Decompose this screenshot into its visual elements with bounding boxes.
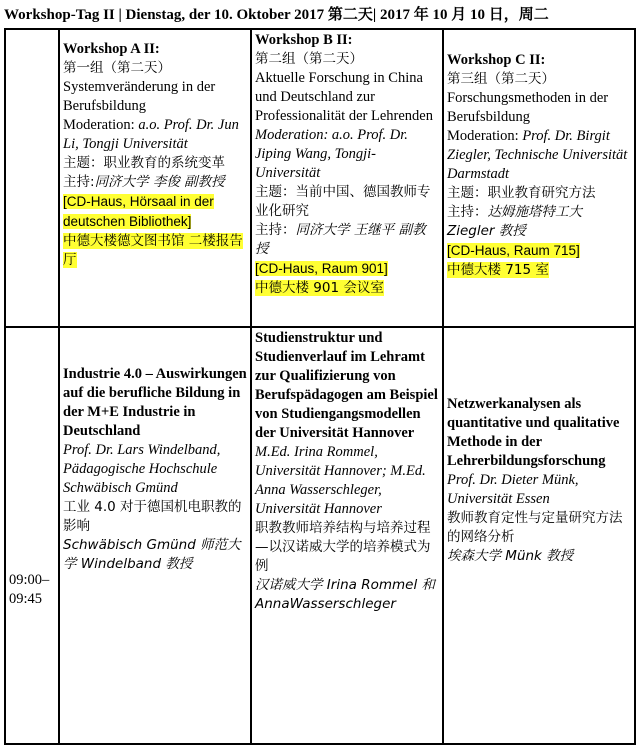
theme-text: 职业教育的系统变革 xyxy=(103,155,225,171)
workshop-title-cn: 第一组（第二天） xyxy=(63,60,171,76)
theme-text: 当前中国、德国教师专业化研究 xyxy=(255,184,431,219)
workshop-topic: Forschungsmethoden in der Berufsbildung xyxy=(447,90,609,125)
moderation-name: Moderation: a.o. Prof. Dr. Jiping Wang, Tongji-Universität xyxy=(255,127,408,181)
time-cell xyxy=(5,29,59,327)
workshop-title-cn: 第三组（第二天） xyxy=(447,71,555,87)
talk-title: Studienstruktur und Studienverlauf im Lehramt zur Qualifizierung von Berufspädagogen am Beispiel von Studiengangsmodellen der Universität Hannover xyxy=(255,330,438,441)
talk-b-cell xyxy=(251,327,443,744)
moderation-name: Prof. Dr. Birgit Ziegler, Technische Universität Darmstadt xyxy=(447,128,628,182)
talk-speaker: M.Ed. Irina Rommel, Universität Hannover; M.Ed. Anna Wasserschleger, Universität Hannover xyxy=(255,444,426,517)
workshop-b-cell xyxy=(251,29,443,327)
workshop-topic: Systemveränderung in der Berufsbildung xyxy=(63,79,216,114)
moderation-label: Moderation: xyxy=(63,117,139,133)
workshop-title: Workshop C II: xyxy=(447,52,546,68)
talk-title: Industrie 4.0 – Auswirkungen auf die berufliche Bildung in der M+E Industrie in Deutschland xyxy=(63,366,247,439)
talk-title: Netzwerkanalysen als quantitative und qualitative Methode in der Lehrerbildungsforschung xyxy=(447,396,620,469)
workshop-title-cn: 第二组（第二天） xyxy=(255,51,363,67)
workshop-a-cell xyxy=(59,29,251,327)
host-label: 主持： xyxy=(447,204,488,220)
location-label: [CD-Haus, Raum 901] xyxy=(255,261,388,276)
theme-label: 主题： xyxy=(255,184,296,200)
talk-speaker: Prof. Dr. Lars Windelband, Pädagogische Hochschule Schwäbisch Gmünd xyxy=(63,442,221,496)
talk-speaker-cn: 埃森大学 Münk 教授 xyxy=(447,548,574,564)
table-row xyxy=(5,29,635,327)
talk-speaker: Prof. Dr. Dieter Münk, Universität Essen xyxy=(447,472,579,507)
workshop-title: Workshop A II: xyxy=(63,41,160,57)
workshop-c-cell xyxy=(443,29,635,327)
schedule-table xyxy=(4,28,636,745)
talk-a-cell xyxy=(59,327,251,744)
location-cn: 中德大楼德文图书馆 二楼报告厅 xyxy=(63,233,243,268)
location-cn: 中德大楼 901 会议室 xyxy=(255,280,384,296)
location-cn: 中德大楼 715 室 xyxy=(447,262,549,278)
theme-label: 主题： xyxy=(447,185,488,201)
time-cell: 09:00–09:45 xyxy=(5,327,59,744)
talk-speaker-cn: 汉诺威大学 Irina Rommel 和 AnnaWasserschleger xyxy=(255,577,435,612)
moderation-name: a.o. Prof. Dr. Jun Li, Tongji Universität xyxy=(63,117,239,152)
location-label: [CD-Haus, Raum 715] xyxy=(447,243,580,258)
host-name: 同济大学 王继平 副教授 xyxy=(255,222,426,257)
talk-c-cell xyxy=(443,327,635,744)
talk-title-cn: 教师教育定性与定量研究方法的网络分析 xyxy=(447,510,623,545)
host-label: 主持： xyxy=(255,222,296,238)
page-title: Workshop-Tag II | Dienstag, der 10. Oktober 2017 第二天| 2017 年 10 月 10 日，周二 xyxy=(4,7,549,23)
theme-label: 主题： xyxy=(63,155,104,171)
host-name: 达姆施塔特工大 Ziegler 教授 xyxy=(447,204,582,239)
table-row xyxy=(5,327,635,744)
host-name: 同济大学 李俊 副教授 xyxy=(94,174,225,190)
theme-text: 职业教育研究方法 xyxy=(487,185,596,201)
talk-title-cn: 工业 4.0 对于德国机电职教的影响 xyxy=(63,499,242,534)
talk-title-cn: 职教教师培养结构与培养过程—以汉诺威大学的培养模式为例 xyxy=(255,520,431,574)
talk-speaker-cn: Schwäbisch Gmünd 师范大学 Windelband 教授 xyxy=(63,537,241,572)
moderation-label: Moderation: xyxy=(447,128,523,144)
location-label: [CD-Haus, Hörsaal in der deutschen Bibliothek] xyxy=(63,194,214,229)
host-label: 主持: xyxy=(63,174,95,190)
workshop-topic: Aktuelle Forschung in China und Deutschland zur Professionalität der Lehrenden xyxy=(255,70,433,124)
workshop-title: Workshop B II: xyxy=(255,32,353,48)
